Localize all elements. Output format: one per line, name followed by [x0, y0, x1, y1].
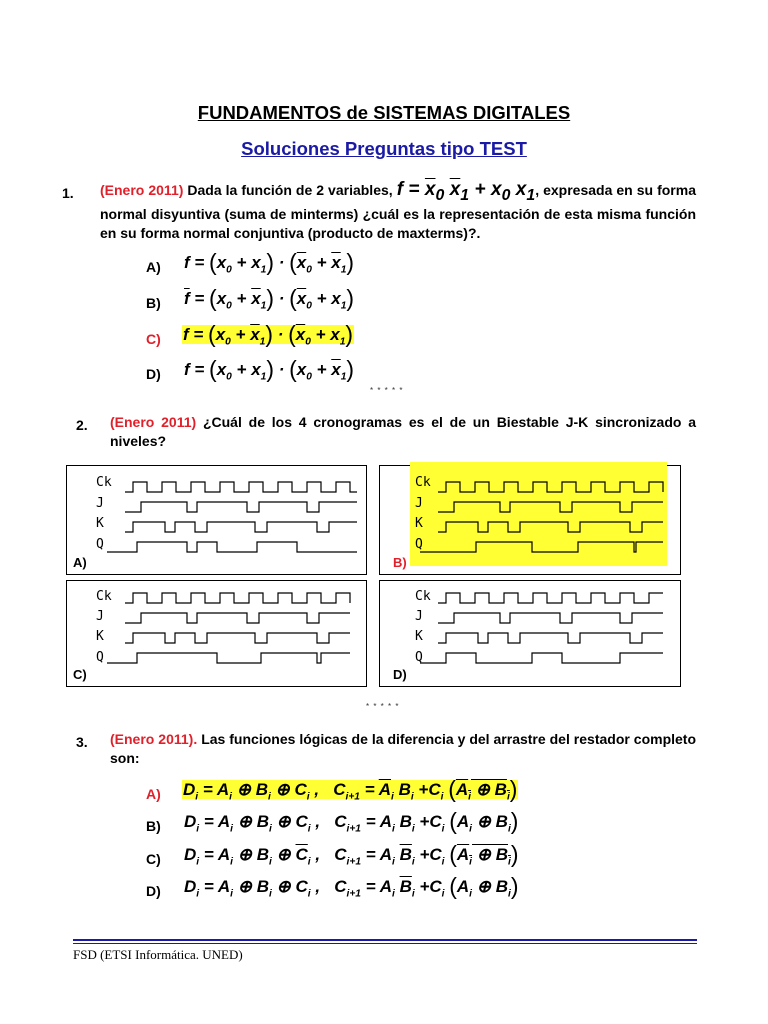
q3-option-b-formula: $D_i = A_i$ ⊕ $B_i$ ⊕ $C_i$ , $C_{i+1} = A_i$ $B_i +C_i$ ($A_i$ ⊕ $B_i$) — [184, 807, 519, 835]
q1-number: 1. — [62, 185, 74, 201]
q3-tag: (Enero 2011). — [110, 731, 198, 747]
page-title: FUNDAMENTOS de SISTEMAS DIGITALES — [197, 102, 571, 123]
chronogram-c-label[interactable]: C) — [73, 667, 87, 682]
q1-option-d-label[interactable]: D) — [146, 366, 161, 382]
chronogram-a-signal-q: Q — [96, 537, 104, 552]
q2-separator: * * * * * — [366, 702, 400, 711]
chronogram-d-signal-q: Q — [415, 650, 423, 665]
q3-option-b-label[interactable]: B) — [146, 818, 161, 834]
chronogram-a-label[interactable]: A) — [73, 555, 87, 570]
chronogram-d-signal-k: K — [415, 629, 423, 644]
footer-rule-top — [73, 939, 697, 941]
q1-option-b-label[interactable]: B) — [146, 295, 161, 311]
chronogram-b-signal-j: J — [415, 496, 423, 511]
q3-option-a-label[interactable]: A) — [146, 786, 161, 802]
chronogram-c-signal-ck: Ck — [96, 589, 112, 604]
chronogram-b-signal-k: K — [415, 516, 423, 531]
q2-text: (Enero 2011) ¿Cuál de los 4 cronogramas es el de un Biestable J-K sincronizado a niveles? — [110, 414, 696, 449]
chronogram-c-signal-j: J — [96, 609, 104, 624]
q1-function: $f = \overline{x}_0$ $\overline{x}_1 + x_0$ $x_1$ — [396, 179, 536, 204]
chronogram-a-signal-j: J — [96, 496, 104, 511]
chronogram-a-signal-ck: Ck — [96, 475, 112, 490]
page-subtitle: Soluciones Preguntas tipo TEST — [241, 138, 527, 159]
chronogram-c-signal-q: Q — [96, 650, 104, 665]
chronogram-b-signal-q: Q — [415, 537, 423, 552]
footer-text: FSD (ETSI Informática. UNED) — [73, 947, 243, 962]
q1-separator: * * * * * — [370, 386, 404, 395]
q1-text: (Enero 2011) Dada la función de 2 variables, $f = \overline{x}_0$ $\overline{x}_1 + x_0$ $x_1$, expresada en su forma normal disyuntiva (suma de minterms) ¿cuál es la representación de esta misma función en su forma normal conjuntiva (producto de maxterms)?. — [100, 179, 696, 241]
q3-option-c-label[interactable]: C) — [146, 851, 161, 867]
q3-number: 3. — [76, 734, 88, 750]
chronogram-d-signal-j: J — [415, 609, 423, 624]
chronogram-a-signal-k: K — [96, 516, 104, 531]
q3-text: (Enero 2011). Las funciones lógicas de la diferencia y del arrastre del restador completo son: — [110, 731, 697, 766]
q2-number: 2. — [76, 417, 88, 433]
q1-option-c-label[interactable]: C) — [146, 331, 161, 347]
chronogram-b-signal-ck: Ck — [415, 475, 431, 490]
q1-option-a-formula: $f = (x_0 + x_1) \cdot (\overline{x}_0 + \overline{x}_1)$ — [184, 248, 355, 276]
q3-option-d-label[interactable]: D) — [146, 883, 161, 899]
chronogram-d-label[interactable]: D) — [393, 667, 407, 682]
chronogram-d-signal-ck: Ck — [415, 589, 431, 604]
q3-option-c-formula: $D_i = A_i$ ⊕ $B_i$ ⊕ $\overline{C}_i$ , $C_{i+1} = A_i$ $\overline{B}_i +C_i$ ($A_i$ ⊕ $B_i$) — [184, 840, 519, 868]
footer-rule-bottom — [73, 943, 697, 944]
chronogram-b-label[interactable]: B) — [393, 555, 407, 570]
q1-tag: (Enero 2011) — [100, 182, 184, 198]
chronogram-c-signal-k: K — [96, 629, 104, 644]
q3-option-a-formula: $D_i = A_i$ ⊕ $B_i$ ⊕ $C_i$ , $C_{i+1} = \overline{A}_i$ $B_i +C_i$ ($A_i$ ⊕ $B_i$) — [183, 775, 518, 803]
q1-option-c-formula: $f = (x_0 + \overline{x}_1) \cdot (\overline{x}_0 + x_1)$ — [183, 320, 354, 348]
q1-option-d-formula: $f = (x_0 + x_1) \cdot (x_0 + \overline{x}_1)$ — [184, 355, 355, 383]
q1-option-b-formula: $\overline{f} = (x_0 + \overline{x}_1) \cdot (\overline{x}_0 + x_1)$ — [184, 284, 355, 312]
q1-option-a-label[interactable]: A) — [146, 259, 161, 275]
q2-tag: (Enero 2011) — [110, 414, 197, 430]
q3-option-d-formula: $D_i = A_i$ ⊕ $B_i$ ⊕ $C_i$ , $C_{i+1} = A_i$ $\overline{B}_i +C_i$ ($A_i$ ⊕ $B_i$) — [184, 872, 519, 900]
